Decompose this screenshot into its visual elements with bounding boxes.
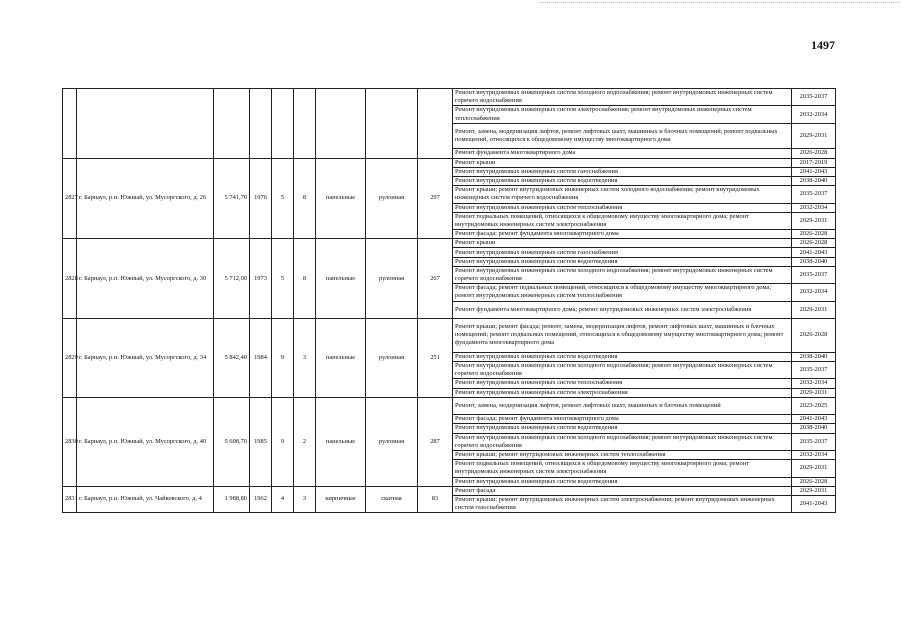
address-cell: г. Барнаул, р.п. Южный, ул. Чайковского, д. 4: [77, 486, 214, 513]
floors-cell: 9: [272, 397, 294, 486]
row-number-cell: 2827: [63, 158, 77, 239]
residents-cell: 83: [418, 486, 453, 513]
residents-cell: 251: [418, 319, 453, 398]
address-cell: г. Барнаул, р.п. Южный, ул. Мусоргского, д. 40: [77, 397, 214, 486]
work-period-cell: 2026-2028: [792, 230, 836, 239]
work-description-cell: Ремонт внутридомовых инженерных систем теплоснабжения: [453, 203, 792, 212]
work-description-cell: Ремонт фасада: [453, 486, 792, 495]
work-period-cell: 2035-2037: [792, 362, 836, 379]
work-description-cell: Ремонт внутридомовых инженерных систем теплоснабжения: [453, 379, 792, 388]
work-period-cell: 2041-2043: [792, 248, 836, 257]
work-description-cell: Ремонт, замена, модернизация лифтов, ремонт лифтовых шахт, машинных и блочных помещений; ремонт подвальных помещений, относящихся к общедомовому имуществу многоквартирного дома: [453, 123, 792, 149]
residents-cell: 297: [418, 158, 453, 239]
address-cell: г. Барнаул, р.п. Южный, ул. Мусоргского, д. 30: [77, 239, 214, 319]
address-cell: [77, 89, 214, 159]
work-period-cell: 2032-2034: [792, 106, 836, 123]
page-number: 1497: [811, 38, 835, 52]
floors-cell: 5: [272, 239, 294, 319]
entrances-cell: 8: [294, 158, 316, 239]
entrances-cell: 3: [294, 486, 316, 513]
work-description-cell: Ремонт фасада; ремонт фундамента многоквартирного дома: [453, 230, 792, 239]
work-period-cell: 2029-2031: [792, 460, 836, 477]
address-cell: г. Барнаул, р.п. Южный, ул. Мусоргского, д. 34: [77, 319, 214, 398]
table-row: [63, 319, 836, 353]
work-period-cell: 2029-2031: [792, 301, 836, 318]
work-description-cell: Ремонт внутридомовых инженерных систем электроснабжения: [453, 388, 792, 397]
roof-type-cell: скатная: [366, 486, 418, 513]
residents-cell: [418, 89, 453, 159]
work-description-cell: Ремонт внутридомовых инженерных систем холодного водоснабжения; ремонт внутридомовых инженерных систем горячего водоснабжения: [453, 433, 792, 450]
work-period-cell: 2035-2037: [792, 433, 836, 450]
work-period-cell: 2023-2025: [792, 397, 836, 414]
row-number-cell: [63, 89, 77, 159]
walls-material-cell: панельные: [316, 239, 366, 319]
work-period-cell: 2041-2043: [792, 415, 836, 424]
area-cell: 5 842,40: [214, 319, 250, 398]
year-cell: 1973: [250, 239, 272, 319]
scan-edge-line: [540, 2, 900, 5]
work-description-cell: Ремонт фундамента многоквартирного дома; ремонт внутридомовых инженерных систем электроснабжения: [453, 301, 792, 318]
work-description-cell: Ремонт внутридомовых инженерных систем водоотведения: [453, 176, 792, 185]
area-cell: [214, 89, 250, 159]
capital-repair-table: [62, 88, 836, 513]
year-cell: 1962: [250, 486, 272, 513]
area-cell: 5 741,70: [214, 158, 250, 239]
table-row: [63, 239, 836, 248]
walls-material-cell: панельные: [316, 158, 366, 239]
work-description-cell: Ремонт фасада; ремонт подвальных помещений, относящихся к общедомовому имуществу многоквартирного дома; ремонт внутридомовых инженерных систем теплоснабжения: [453, 284, 792, 301]
area-cell: 1 988,80: [214, 486, 250, 513]
work-period-cell: 2038-2040: [792, 424, 836, 433]
area-cell: 5 608,70: [214, 397, 250, 486]
work-description-cell: Ремонт внутридомовых инженерных систем холодного водоснабжения; ремонт внутридомовых инженерных систем горячего водоснабжения: [453, 362, 792, 379]
roof-type-cell: рулонная: [366, 158, 418, 239]
floors-cell: 4: [272, 486, 294, 513]
work-period-cell: 2041-2043: [792, 167, 836, 176]
work-period-cell: 2041-2043: [792, 495, 836, 512]
roof-type-cell: [366, 89, 418, 159]
walls-material-cell: панельные: [316, 319, 366, 398]
work-description-cell: Ремонт фасада; ремонт фундамента многоквартирного дома: [453, 415, 792, 424]
year-cell: 1976: [250, 158, 272, 239]
residents-cell: 267: [418, 239, 453, 319]
work-period-cell: 2029-2031: [792, 123, 836, 149]
work-description-cell: Ремонт внутридомовых инженерных систем газоснабжения: [453, 248, 792, 257]
year-cell: 1984: [250, 319, 272, 398]
work-period-cell: 2032-2034: [792, 450, 836, 459]
row-number-cell: 2830: [63, 397, 77, 486]
work-period-cell: 2017-2019: [792, 158, 836, 167]
year-cell: [250, 89, 272, 159]
roof-type-cell: рулонная: [366, 239, 418, 319]
table-row: [63, 89, 836, 106]
work-description-cell: Ремонт подвальных помещений, относящихся к общедомовому имуществу многоквартирного дома; ремонт внутридомовых инженерных систем электроснабжения: [453, 212, 792, 229]
floors-cell: 5: [272, 158, 294, 239]
work-description-cell: Ремонт внутридомовых инженерных систем холодного водоснабжения; ремонт внутридомовых инженерных систем горячего водоснабжения: [453, 266, 792, 283]
row-number-cell: 2828: [63, 239, 77, 319]
walls-material-cell: кирпичные: [316, 486, 366, 513]
walls-material-cell: [316, 89, 366, 159]
work-description-cell: Ремонт внутридомовых инженерных систем холодного водоснабжения; ремонт внутридомовых инженерных систем горячего водоснабжения: [453, 89, 792, 106]
work-period-cell: 2029-2031: [792, 388, 836, 397]
row-number-cell: 2829: [63, 319, 77, 398]
floors-cell: [272, 89, 294, 159]
work-description-cell: Ремонт подвальных помещений, относящихся к общедомовому имуществу многоквартирного дома; ремонт внутридомовых инженерных систем электроснабжения: [453, 460, 792, 477]
work-description-cell: Ремонт внутридомовых инженерных систем газоснабжения: [453, 167, 792, 176]
table-row: [63, 158, 836, 167]
entrances-cell: 2: [294, 397, 316, 486]
work-description-cell: Ремонт внутридомовых инженерных систем водоотведения: [453, 424, 792, 433]
address-cell: г. Барнаул, р.п. Южный, ул. Мусоргского, д. 26: [77, 158, 214, 239]
work-description-cell: Ремонт крыши; ремонт фасада; ремонт, замена, модернизация лифтов, ремонт лифтовых шахт, машинных и блочных помещений; ремонт подвальных помещений, относящихся к общедомовому имуществу многоквартирного дома; ремонт фундамента многоквартирного дома: [453, 319, 792, 353]
work-period-cell: 2026-2028: [792, 319, 836, 353]
entrances-cell: 3: [294, 319, 316, 398]
work-period-cell: 2032-2034: [792, 379, 836, 388]
work-period-cell: 2032-2034: [792, 203, 836, 212]
walls-material-cell: панельные: [316, 397, 366, 486]
work-period-cell: 2026-2028: [792, 239, 836, 248]
roof-type-cell: рулонная: [366, 319, 418, 398]
work-period-cell: 2029-2031: [792, 486, 836, 495]
work-period-cell: 2038-2040: [792, 257, 836, 266]
work-period-cell: 2035-2037: [792, 266, 836, 283]
residents-cell: 287: [418, 397, 453, 486]
work-period-cell: 2035-2037: [792, 89, 836, 106]
work-description-cell: Ремонт крыши; ремонт внутридомовых инженерных систем теплоснабжения: [453, 450, 792, 459]
work-description-cell: Ремонт фундамента многоквартирного дома: [453, 149, 792, 158]
table-row: [63, 397, 836, 414]
work-description-cell: Ремонт внутридомовых инженерных систем водоотведения: [453, 477, 792, 486]
work-period-cell: 2035-2037: [792, 186, 836, 203]
work-description-cell: Ремонт крыши: [453, 239, 792, 248]
work-description-cell: Ремонт внутридомовых инженерных систем электроснабжения; ремонт внутридомовых инженерных систем теплоснабжения: [453, 106, 792, 123]
work-description-cell: Ремонт крыши; ремонт внутридомовых инженерных систем холодного водоснабжения; ремонт внутридомовых инженерных систем горячего водоснабжения: [453, 186, 792, 203]
area-cell: 5 712,00: [214, 239, 250, 319]
work-period-cell: 2038-2040: [792, 176, 836, 185]
table-row: [63, 486, 836, 495]
floors-cell: 9: [272, 319, 294, 398]
work-description-cell: Ремонт, замена, модернизация лифтов, ремонт лифтовых шахт, машинных и блочных помещений: [453, 397, 792, 414]
work-description-cell: Ремонт внутридомовых инженерных систем водоотведения: [453, 352, 792, 361]
work-description-cell: Ремонт внутридомовых инженерных систем водоотведения: [453, 257, 792, 266]
work-description-cell: Ремонт крыши: [453, 158, 792, 167]
roof-type-cell: рулонная: [366, 397, 418, 486]
entrances-cell: [294, 89, 316, 159]
work-period-cell: 2026-2028: [792, 149, 836, 158]
work-period-cell: 2032-2034: [792, 284, 836, 301]
year-cell: 1985: [250, 397, 272, 486]
work-period-cell: 2026-2028: [792, 477, 836, 486]
work-period-cell: 2038-2040: [792, 352, 836, 361]
work-description-cell: Ремонт крыши; ремонт внутридомовых инженерных систем электроснабжения; ремонт внутридомовых инженерных систем газоснабжения: [453, 495, 792, 512]
row-number-cell: 2831: [63, 486, 77, 513]
entrances-cell: 8: [294, 239, 316, 319]
work-period-cell: 2029-2031: [792, 212, 836, 229]
